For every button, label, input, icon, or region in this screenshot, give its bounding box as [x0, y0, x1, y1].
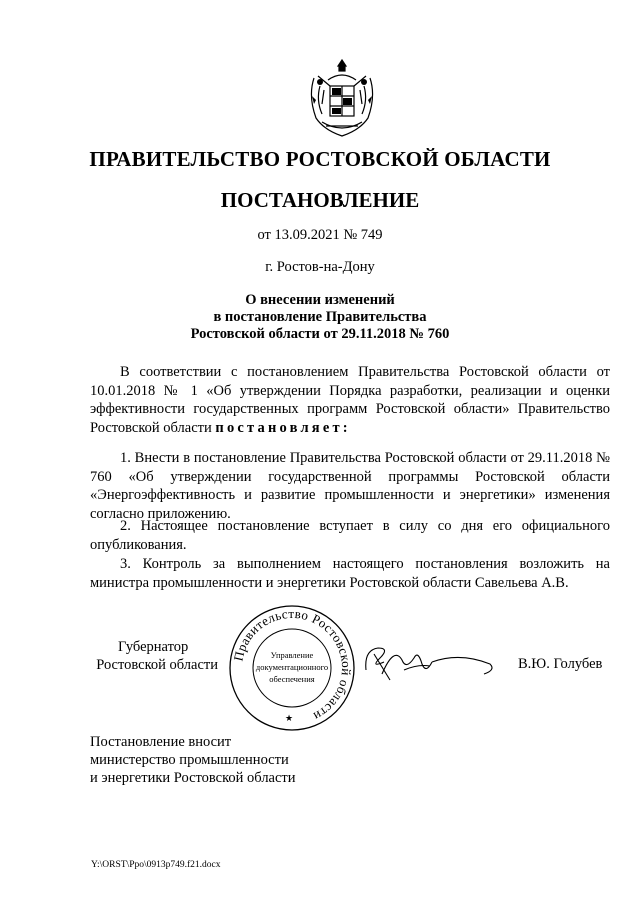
- introduced-by-line: и энергетики Ростовской области: [90, 770, 296, 786]
- title-line: в постановление Правительства: [213, 309, 427, 325]
- item-1-text: 1. Внести в постановление Правительства Ростовской области от 29.11.2018 № 760 «Об утверждении государственной программы Ростовской области «Энергоэффективность и развитие промышленности и энергетики» изменения согласно приложению.: [90, 450, 610, 522]
- stamp-star: ★: [284, 713, 294, 723]
- introduced-by-block: [90, 733, 296, 787]
- document-city: г. Ростов-на-Дону: [265, 259, 375, 275]
- item-1-paragraph: [90, 449, 610, 523]
- official-stamp: [227, 603, 357, 733]
- coat-of-arms-emblem: [300, 56, 384, 140]
- introduced-by-line: Постановление вносит: [90, 734, 232, 750]
- preamble-paragraph: [90, 363, 610, 437]
- item-2-paragraph: [90, 517, 610, 554]
- stamp-inner-line: Управление: [270, 650, 314, 660]
- item-2-text: 2. Настоящее постановление вступает в силу со дня его официального опубликования.: [90, 518, 610, 553]
- document-type: ПОСТАНОВЛЕНИЕ: [220, 188, 420, 212]
- position-line: Губернатор: [118, 639, 189, 655]
- stamp-inner-line: документационного: [255, 662, 329, 672]
- document-title: [0, 292, 640, 343]
- document-date-number: от 13.09.2021 № 749: [257, 227, 383, 243]
- stamp-inner-line: обеспечения: [269, 674, 315, 684]
- title-line: О внесении изменений: [245, 292, 395, 308]
- government-name: ПРАВИТЕЛЬСТВО РОСТОВСКОЙ ОБЛАСТИ: [89, 147, 551, 171]
- preamble-text: В соответствии с постановлением Правительства Ростовской области от 10.01.2018 № 1 «Об утверждении Порядка разработки, реализации и оценки эффективности государственных программ Ростовской области» Правительство Ростовской области: [90, 364, 610, 436]
- signatory-name: В.Ю. Голубев: [518, 656, 603, 672]
- item-3-text: 3. Контроль за выполнением настоящего постановления возложить на министра промышленности и энергетики Ростовской области Савельева А.В.: [90, 556, 610, 591]
- position-line: Ростовской области: [96, 657, 218, 673]
- signatory-position: [88, 638, 218, 674]
- introduced-by-line: министерство промышленности: [90, 752, 289, 768]
- handwritten-signature: [360, 640, 500, 686]
- title-line: Ростовской области от 29.11.2018 № 760: [190, 326, 450, 342]
- resolves-word: постановляет:: [215, 419, 351, 436]
- stamp-ring-text: Правительство Ростовской области: [230, 605, 355, 725]
- file-path: Y:\ORST\Ppo\0913p749.f21.docx: [91, 860, 221, 870]
- item-3-paragraph: [90, 555, 610, 592]
